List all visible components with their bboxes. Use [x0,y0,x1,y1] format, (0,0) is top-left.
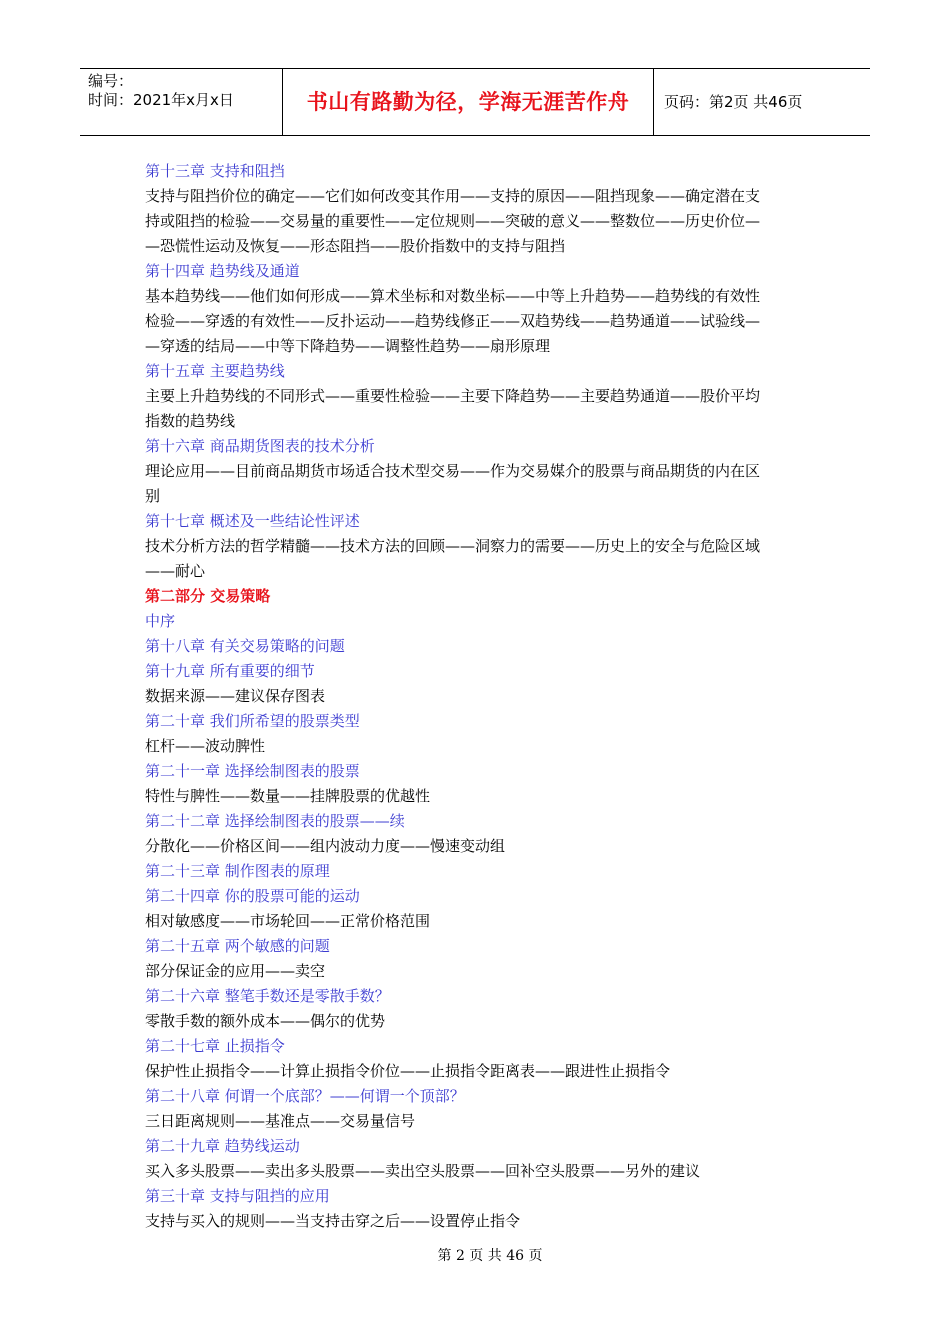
toc-description-line: 相对敏感度——市场轮回——正常价格范围 [145,912,431,930]
chapter-heading[interactable]: 第二十六章 整笔手数还是零散手数？ [145,987,390,1005]
toc-description-line: 零散手数的额外成本——偶尔的优势 [145,1012,386,1030]
toc-description-line: 检验——穿透的有效性——反扑运动——趋势线修正——双趋势线——趋势通道——试验线— [145,312,761,330]
toc-description-line: 支持与阻挡价位的确定——它们如何改变其作用——支持的原因——阻挡现象——确定潜在支 [145,187,761,205]
table-of-contents [145,159,805,1234]
header-motto: 书山有路勤为径，学海无涯苦作舟 [282,69,654,135]
toc-description-line: 指数的趋势线 [145,412,236,430]
toc-description-line: 三日距离规则——基准点——交易量信号 [145,1112,416,1130]
toc-description-line: 别 [145,487,161,505]
chapter-heading[interactable]: 第二十八章 何谓一个底部？——何谓一个顶部？ [145,1087,465,1105]
toc-description-line: 持或阻挡的检验——交易量的重要性——定位规则——突破的意义——整数位——历史价位— [145,212,761,230]
chapter-heading[interactable]: 第十四章 趋势线及通道 [145,262,300,280]
chapter-heading[interactable]: 第二十七章 止损指令 [145,1037,285,1055]
toc-description-line: 分散化——价格区间——组内波动力度——慢速变动组 [145,837,506,855]
chapter-heading[interactable]: 第二十章 我们所希望的股票类型 [145,712,360,730]
header-meta [80,69,282,135]
header-page-info: 页码：第2页 共46页 [664,93,803,111]
toc-description-line: 保护性止损指令——计算止损指令价位——止损指令距离表——跟进性止损指令 [145,1062,671,1080]
chapter-heading[interactable]: 第十六章 商品期货图表的技术分析 [145,437,375,455]
toc-description-line: 支持与买入的规则——当支持击穿之后——设置停止指令 [145,1212,521,1230]
toc-description-line: 数据来源——建议保存图表 [145,687,326,705]
toc-description-line: 部分保证金的应用——卖空 [145,962,326,980]
chapter-heading[interactable]: 第二十五章 两个敏感的问题 [145,937,330,955]
chapter-heading[interactable]: 第十三章 支持和阻挡 [145,162,285,180]
chapter-heading[interactable]: 第二十三章 制作图表的原理 [145,862,330,880]
toc-description-line: 特性与脾性——数量——挂牌股票的优越性 [145,787,431,805]
page-footer: 第 2 页 共 46 页 [437,1248,543,1264]
toc-description-line: 技术分析方法的哲学精髓——技术方法的回顾——洞察力的需要——历史上的安全与危险区域 [145,537,761,555]
toc-description-line: 基本趋势线——他们如何形成——算术坐标和对数坐标——中等上升趋势——趋势线的有效性 [145,287,761,305]
toc-description-line: ——耐心 [145,562,206,580]
toc-description-line: 理论应用——目前商品期货市场适合技术型交易——作为交易媒介的股票与商品期货的内在区 [145,462,761,480]
date-label: 时间：2021年x月x日 [88,91,234,109]
toc-description-line: —恐慌性运动及恢复——形态阻挡——股价指数中的支持与阻挡 [145,237,566,255]
toc-description-line: 买入多头股票——卖出多头股票——卖出空头股票——回补空头股票——另外的建议 [145,1162,701,1180]
toc-description-line: 杠杆——波动脾性 [145,737,266,755]
toc-description-line: —穿透的结局——中等下降趋势——调整性趋势——扇形原理 [145,337,551,355]
chapter-heading[interactable]: 第二十二章 选择绘制图表的股票——续 [145,812,405,830]
chapter-heading[interactable]: 第十九章 所有重要的细节 [145,662,315,680]
chapter-heading[interactable]: 第二十四章 你的股票可能的运动 [145,887,360,905]
chapter-heading[interactable]: 第十七章 概述及一些结论性评述 [145,512,360,530]
chapter-heading[interactable]: 第三十章 支持与阻挡的应用 [145,1187,330,1205]
chapter-heading[interactable]: 第十五章 主要趋势线 [145,362,285,380]
chapter-heading[interactable]: 第二十一章 选择绘制图表的股票 [145,762,360,780]
chapter-heading[interactable]: 第十八章 有关交易策略的问题 [145,637,345,655]
serial-label: 编号： [88,72,134,90]
chapter-heading[interactable]: 第二十九章 趋势线运动 [145,1137,300,1155]
chapter-heading[interactable]: 中序 [145,612,176,630]
part-heading[interactable]: 第二部分 交易策略 [145,587,271,605]
toc-description-line: 主要上升趋势线的不同形式——重要性检验——主要下降趋势——主要趋势通道——股价平均 [145,387,761,405]
page-header [80,68,870,136]
